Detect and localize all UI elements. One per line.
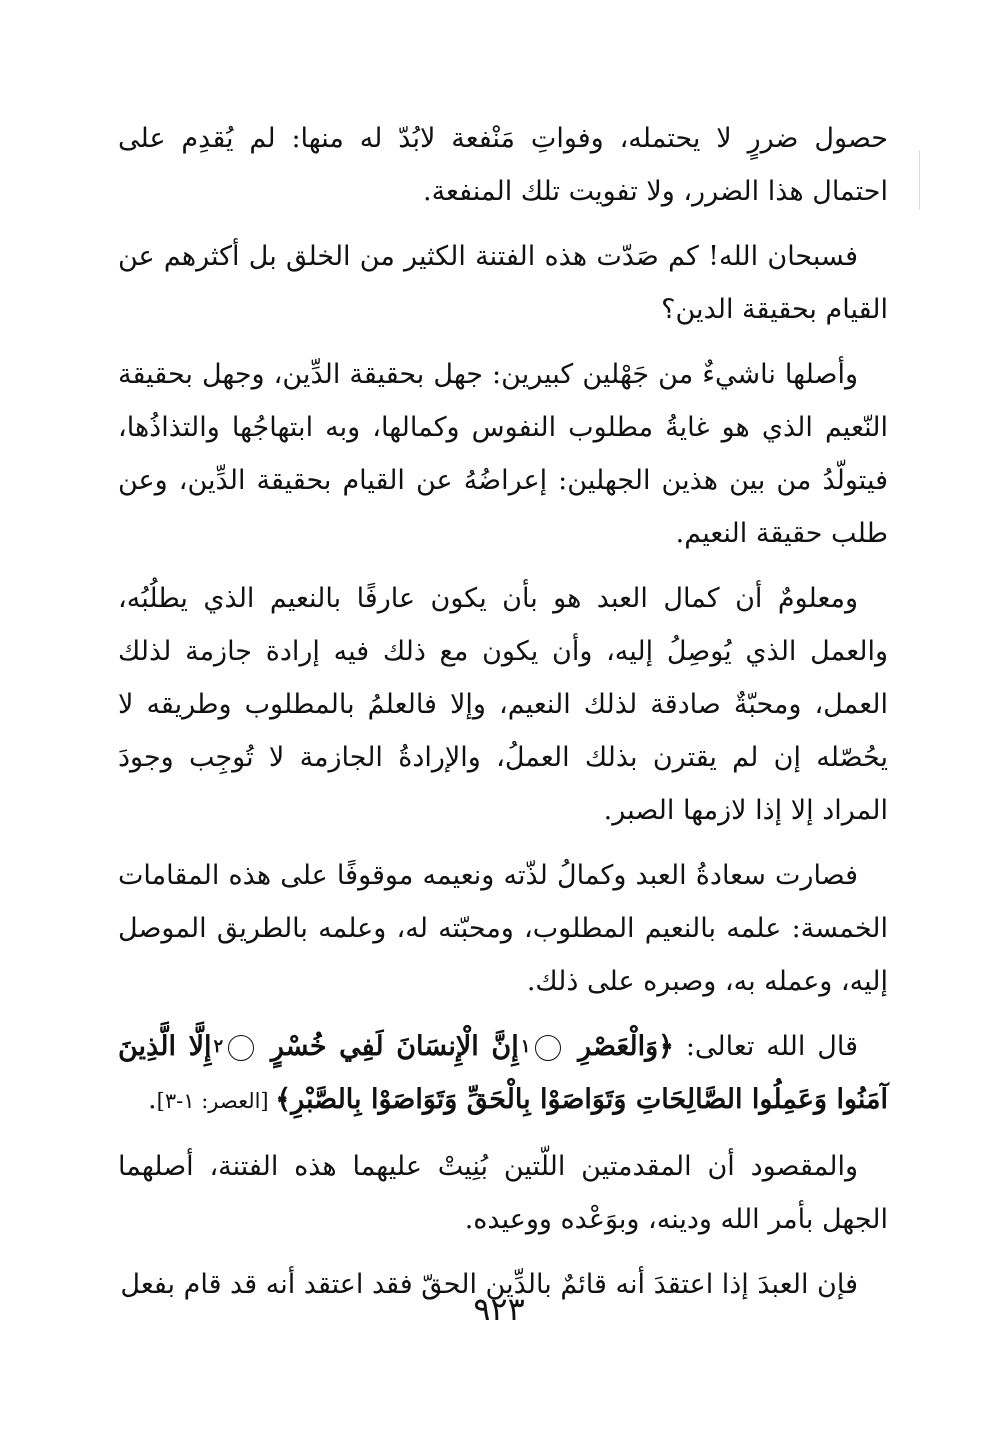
paragraph-2: فسبحان الله! كم صَدّت هذه الفتنة الكثير من الخلق بل أكثرهم عن القيام بحقيقة الدين؟	[118, 241, 888, 325]
quran-intro: قال الله تعالى:	[674, 1031, 858, 1062]
verse-1: وَالْعَصْرِ	[578, 1031, 659, 1062]
body-text	[118, 112, 888, 1323]
paragraph-5: فصارت سعادةُ العبد وكمالُ لذّته ونعيمه موقوفًا على هذه المقامات الخمسة: علمه بالنعيم المطلوب، ومحبّته له، وعلمه بالطريق الموصل إليه، وعمله به، وصبره على ذلك.	[118, 860, 888, 997]
quran-paragraph	[118, 1020, 888, 1128]
quran-end: .	[148, 1084, 157, 1115]
verse-3: إِلَّا الَّذِينَ آمَنُوا وَعَمِلُوا الصَّالِحَاتِ وَتَوَاصَوْا بِالْحَقِّ وَتَوَاصَوْا بِالصَّبْرِ	[118, 1031, 888, 1115]
paragraph-1: حصول ضررٍ لا يحتمله، وفواتِ مَنْفعة لابُدّ له منها: لم يُقدِم على احتمال هذا الضرر، ولا تفويت تلك المنفعة.	[118, 123, 888, 207]
quran-open-bracket: ﴿	[658, 1031, 674, 1062]
paragraph-3: وأصلها ناشيءٌ من جَهْلين كبيرين: جهل بحقيقة الدِّين، وجهل بحقيقة النّعيم الذي هو غايةُ مطلوب النفوس وكمالها، وبه ابتهاجُها والتذاذُها، فيتولّدُ من بين هذين الجهلين: إعراضُهُ عن القيام بحقيقة الدِّين، وعن طلب حقيقة النعيم.	[118, 359, 888, 549]
ayah-marker-1: ١	[535, 1035, 561, 1061]
quran-close-bracket: ﴾	[275, 1084, 292, 1115]
verse-2: إِنَّ الْإِنسَانَ لَفِي خُسْرٍ	[270, 1031, 519, 1062]
quran-reference: [العصر: ١-٣]	[156, 1089, 276, 1113]
paragraph-4: ومعلومٌ أن كمال العبد هو بأن يكون عارفًا بالنعيم الذي يطلُبُه، والعمل الذي يُوصِلُ إليه، وأن يكون مع ذلك فيه إرادة جازمة لذلك العمل، ومحبّةٌ صادقة لذلك النعيم، وإلا فالعلمُ بالمطلوب وطريقه لا يحُصّله إن لم يقترن بذلك العملُ، والإرادةُ الجازمة لا تُوجِب وجودَ المراد إلا إذا لازمها الصبر.	[118, 583, 888, 826]
margin-line	[919, 150, 920, 210]
ayah-marker-2: ٢	[228, 1035, 254, 1061]
paragraph-7: فإن العبدَ إذا اعتقدَ أنه قائمٌ بالدِّين الحقّ فقد اعتقد أنه قد قام بفعل	[120, 1269, 858, 1300]
page-number: ٩٢٣	[473, 1290, 525, 1328]
paragraph-6: والمقصود أن المقدمتين اللّتين بُنِيتْ عليهما هذه الفتنة، أصلهما الجهل بأمر الله ودينه، وبوَعْده ووعيده.	[118, 1151, 888, 1235]
